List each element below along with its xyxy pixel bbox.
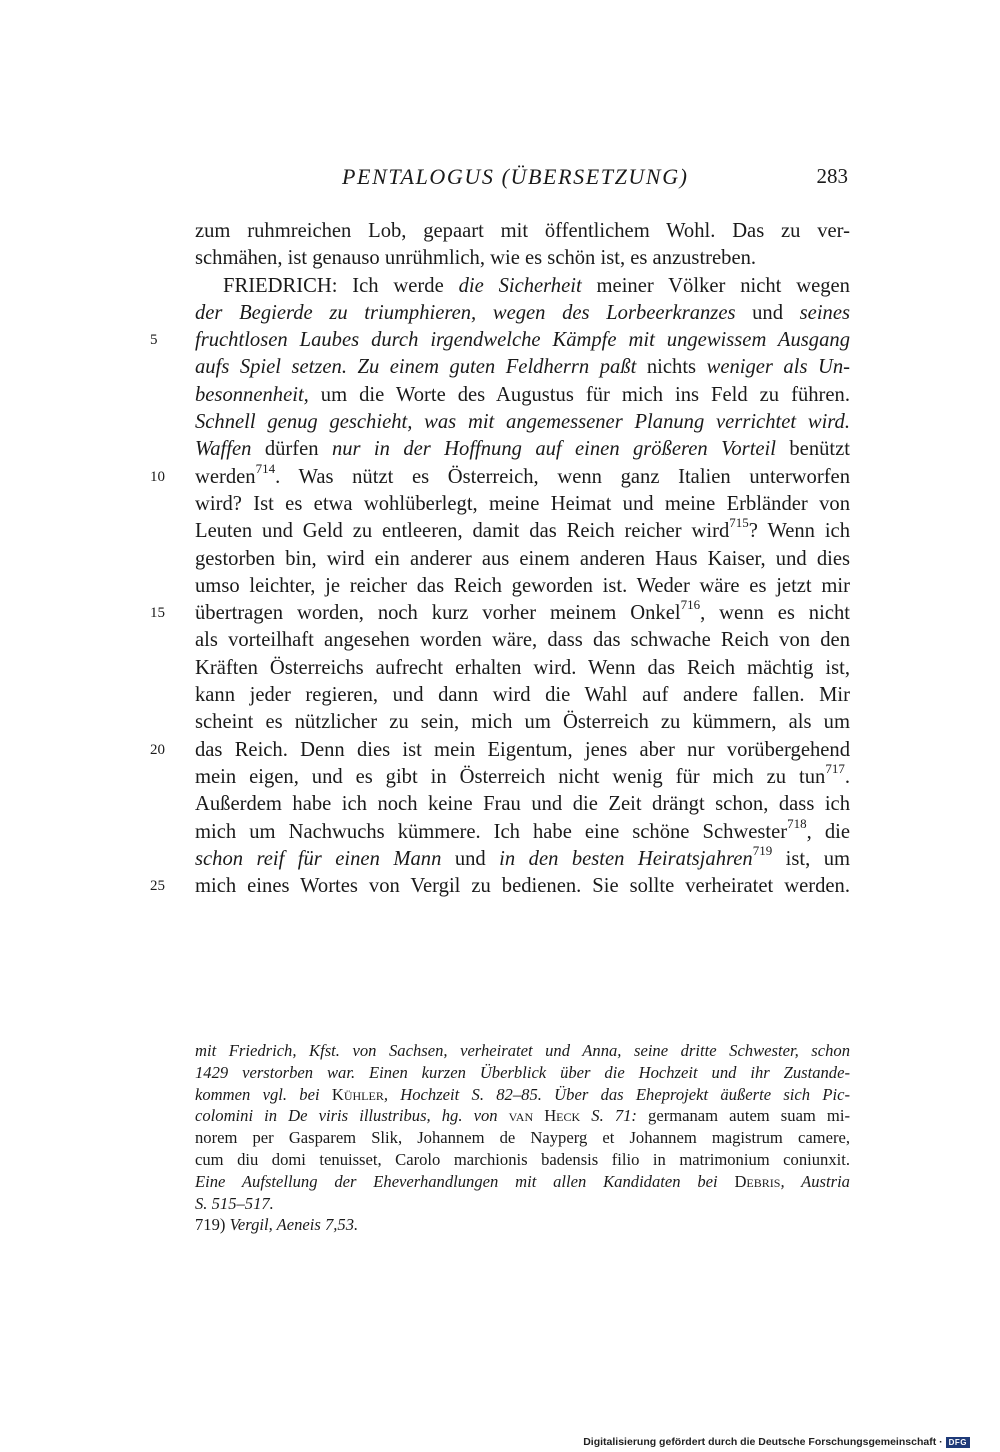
text-line: zum ruhmreichen Lob, gepaart mit öffentlichem Wohl. Das zu ver- (195, 220, 850, 242)
text-line: schmähen, ist genauso unrühmlich, wie es schön ist, es anzustreben. (195, 247, 757, 270)
page-header (195, 164, 850, 194)
credit-text: Digitalisierung gefördert durch die Deutsche Forschungsgemeinschaft · (583, 1436, 943, 1448)
line-number-25: 25 (150, 878, 165, 895)
text-line: übertragen worden, noch kurz vorher meinem Onkel$^{716}$, wenn es nicht (195, 597, 850, 625)
footnote-ref-716[interactable]: 716 (680, 597, 701, 613)
text-line: scheint es nützlicher zu sein, mich um Österreich zu kümmern, als um (195, 711, 850, 734)
line-number-10: 10 (150, 468, 165, 485)
line-number-20: 20 (150, 741, 165, 758)
text-line: Leuten und Geld zu entleeren, damit das Reich reicher wird$^{715}$? Wenn ich (195, 515, 850, 543)
footnote-line: cum diu domi tenuisset, Carolo marchionis badensis filio in matrimonium coniunxit. (195, 1149, 850, 1169)
digitization-credit (583, 1436, 970, 1448)
text-line: besonnenheit, um die Worte des Augustus für mich ins Feld zu führen. (195, 383, 850, 406)
footnote-719: 719) Vergil, Aeneis 7,53. (195, 1215, 359, 1235)
text-line: schon reif für einen Mann und in den besten Heiratsjahren$^{719}$ ist, um (195, 842, 851, 870)
author-name: Kühler (331, 1084, 384, 1104)
line-number-15: 15 (150, 605, 165, 622)
text-line: das Reich. Denn dies ist mein Eigentum, jenes aber nur vorübergehend (195, 738, 850, 761)
footnotes (195, 1040, 850, 1236)
author-name: van Heck (508, 1106, 581, 1126)
text-line: mein eigen, und es gibt in Österreich nicht wenig für mich zu tun$^{717}$. (195, 760, 850, 788)
text-line: aufs Spiel setzen. Zu einem guten Feldherrn paßt nichts weniger als Un- (195, 356, 851, 379)
text-line: FRIEDRICH: Ich werde die Sicherheit meiner Völker nicht wegen (223, 274, 850, 297)
text-line: mich eines Wortes von Vergil zu bedienen. Sie sollte verheiratet werden. (195, 875, 850, 898)
footnote-line: norem per Gasparem Slik, Johannem de Nayperg et Johannem magistrum camere, (195, 1128, 850, 1148)
footnote-ref-717[interactable]: 717 (825, 760, 845, 776)
text-line: umso leichter, je reicher das Reich geworden ist. Weder wäre es jetzt mir (195, 574, 850, 597)
text-line: fruchtlosen Laubes durch irgendwelche Kämpfe mit ungewissem Ausgang (195, 329, 850, 352)
footnote-line: 1429 verstorben war. Einen kurzen Überblick über die Hochzeit und ihr Zustande- (195, 1062, 850, 1082)
text-line: kann jeder regieren, und dann wird die Wahl auf andere fallen. Mir (195, 684, 850, 707)
text-line: werden$^{714}$. Was nützt es Österreich, wenn ganz Italien unterworfen (195, 460, 850, 488)
text-line: der Begierde zu triumphieren, wegen des Lorbeerkranzes und seines (195, 301, 850, 324)
footnote-line: S. 515–517. (195, 1193, 274, 1213)
footnote-ref-715[interactable]: 715 (729, 515, 749, 531)
main-text (195, 218, 850, 900)
text-line: Schnell genug geschieht, was mit angemessener Planung verrichtet wird. (195, 411, 850, 434)
running-title: PENTALOGUS (ÜBERSETZUNG) (342, 164, 689, 189)
footnote-line: colomini in De viris illustribus, hg. von van Heck S. 71: germanam autem suam mi- (195, 1106, 850, 1126)
dfg-logo-icon: DFG (946, 1437, 970, 1448)
text-line: wird? Ist es etwa wohlüberlegt, meine Heimat und meine Erbländer von (195, 492, 850, 515)
footnote-line: mit Friedrich, Kfst. von Sachsen, verheiratet und Anna, seine dritte Schwester, schon (195, 1041, 850, 1060)
text-line: mich um Nachwuchs kümmere. Ich habe eine schöne Schwester$^{718}$, die (195, 815, 850, 843)
text-line: Waffen dürfen nur in der Hoffnung auf einen größeren Vorteil benützt (195, 438, 851, 461)
page-number: 283 (816, 164, 848, 188)
footnote-ref-719[interactable]: 719 (752, 842, 773, 858)
footnote-ref-714[interactable]: 714 (255, 460, 276, 476)
footnote-line: kommen vgl. bei Kühler, Hochzeit S. 82–85. Über das Eheprojekt äußerte sich Pic- (195, 1084, 850, 1104)
footnote-line: Eine Aufstellung der Eheverhandlungen mit allen Kandidaten bei Debris, Austria (195, 1171, 850, 1191)
text-line: als vorteilhaft angesehen worden wäre, dass das schwache Reich von den (195, 629, 850, 652)
text-line: Außerdem habe ich noch keine Frau und die Zeit drängt schon, dass ich (195, 793, 850, 816)
text-line: Kräften Österreichs aufrecht erhalten wird. Wenn das Reich mächtig ist, (195, 656, 850, 679)
footnote-ref-718[interactable]: 718 (787, 815, 807, 831)
line-number-5: 5 (150, 332, 158, 349)
text-line: gestorben bin, wird ein anderer aus einem anderen Haus Kaiser, und dies (195, 547, 850, 570)
author-name: Debris (734, 1171, 781, 1191)
